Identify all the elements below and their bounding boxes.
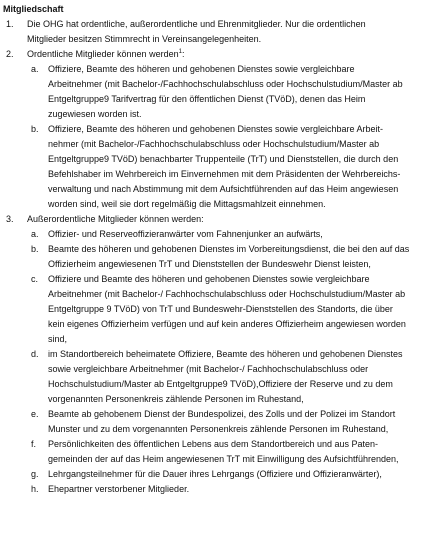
text-line: Die OHG hat ordentliche, außerordentliche und Ehrenmitglieder. Nur die ordentlichen <box>27 19 366 29</box>
sub-item-2b <box>2 122 441 212</box>
item-number: 2. <box>6 49 14 59</box>
text-line: sowie vergleichbare Arbeitnehmer (mit Bachelor-/ Fachhochschulabschluss oder <box>48 364 369 374</box>
text-line: Munster und zu dem vorgenannten Personenkreis zählende Personen im Ruhestand, <box>48 424 389 434</box>
text-line: Mitglieder besitzen Stimmrecht in Vereinsangelegenheiten. <box>27 34 262 44</box>
list-item-2 <box>2 47 441 62</box>
sub-item-letter: c. <box>31 274 39 284</box>
text-line: gemeinden der auf das Heim angewiesenen TrT mit Einwilligung des Aufsichtführenden, <box>48 454 399 464</box>
text-line: nehmer (mit Bachelor-/Fachhochschulabschluss oder Hochschulstudium/Master ab <box>48 139 380 149</box>
text-line: Hochschulstudium/Master ab Entgeltgruppe9 TVöD),Offiziere der Reserve und zu dem <box>48 379 393 389</box>
sub-item-text <box>48 227 441 242</box>
sub-item-3d <box>2 347 441 407</box>
footnote-marker: 1 <box>178 49 182 55</box>
sub-item-letter: h. <box>31 484 39 494</box>
text-line: Offiziere und Beamte des höheren und gehobenen Dienstes sowie vergleichbare <box>48 274 370 284</box>
item-text <box>27 17 441 47</box>
item-intro-colon: : <box>181 49 185 59</box>
sub-item-letter: a. <box>31 229 39 239</box>
item-number: 1. <box>6 19 14 29</box>
text-line: kein eigenes Offizierheim verfügen und auf kein anderes Offizierheim angewiesen worden <box>48 319 406 329</box>
text-line: Befehlshaber im Wehrbereich im Einvernehmen mit dem Präsidenten der Wehrbereichs- <box>48 169 401 179</box>
sub-item-letter: f. <box>31 439 37 449</box>
sub-item-text <box>48 242 441 272</box>
text-line: Persönlichkeiten des öffentlichen Lebens aus dem Standortbereich und aus Paten- <box>48 439 379 449</box>
sub-item-text <box>48 62 441 122</box>
sub-item-letter: b. <box>31 124 39 134</box>
text-line: Beamte ab gehobenem Dienst der Bundespolizei, des Zolls und der Polizei im Standort <box>48 409 396 419</box>
sub-item-text <box>48 407 441 437</box>
sub-item-letter: d. <box>31 349 39 359</box>
list-item-1 <box>2 17 441 47</box>
sub-item-letter: g. <box>31 469 39 479</box>
text-line: Entgeltgruppe9 Tarifvertrag für den öffentlichen Dienst (TVöD), denen das Heim <box>48 94 366 104</box>
text-line: Offizierheim angewiesenen TrT und Dienststellen der Bundeswehr Dienst leisten, <box>48 259 371 269</box>
item-text <box>27 47 441 62</box>
text-line: sind, <box>48 334 68 344</box>
sub-item-2a <box>2 62 441 122</box>
text-line: worden sind, weil sie dort regelmäßig die Mittagsmahlzeit einnehmen. <box>48 199 326 209</box>
sub-item-3c <box>2 272 441 347</box>
sub-item-3f <box>2 437 441 467</box>
sub-item-text <box>48 437 441 467</box>
text-line: vorgenannten Personenkreis zählende Personen im Ruhestand, <box>48 394 304 404</box>
text-line: Beamte des höheren und gehobenen Dienstes im Vorbereitungsdienst, die bei den auf das <box>48 244 410 254</box>
text-line: Lehrgangsteilnehmer für die Dauer ihres Lehrgangs (Offiziere und Offizieranwärter), <box>48 469 382 479</box>
sub-item-3e <box>2 407 441 437</box>
text-line: Offizier- und Reserveoffizieranwärter vom Fahnenjunker an aufwärts, <box>48 229 323 239</box>
sub-item-text <box>48 122 441 212</box>
sub-item-letter: e. <box>31 409 39 419</box>
text-line: Entgeltgruppe9 TVöD) benachbarter Truppenteile (TrT) und Dienststellen, die durch den <box>48 154 399 164</box>
sub-item-letter: a. <box>31 64 39 74</box>
sub-item-text <box>48 347 441 407</box>
text-line: Ehepartner verstorbener Mitglieder. <box>48 484 190 494</box>
item-number: 3. <box>6 214 14 224</box>
sub-item-3a <box>2 227 441 242</box>
sub-item-letter: b. <box>31 244 39 254</box>
item-intro: Ordentliche Mitglieder können werden <box>27 49 179 59</box>
sub-item-text <box>48 272 441 347</box>
text-line: im Standortbereich beheimatete Offiziere, Beamte des höheren und gehobenen Dienstes <box>48 349 403 359</box>
text-line: Offiziere, Beamte des höheren und gehobenen Dienstes sowie vergleichbare <box>48 64 355 74</box>
sub-item-text <box>48 467 441 482</box>
text-line: Entgeltgruppe 9 TVöD) von TrT und Bundeswehr-Dienststellen des Standorts, die über <box>48 304 393 314</box>
text-line: verwaltung und nach Abstimmung mit dem Aufsichtführenden auf das Heim angewiesen <box>48 184 399 194</box>
sub-item-3g <box>2 467 441 482</box>
list-item-3 <box>2 212 441 227</box>
sub-item-text <box>48 482 441 497</box>
sub-item-3h <box>2 482 441 497</box>
text-line: zugewiesen worden ist. <box>48 109 142 119</box>
item-intro: Außerordentliche Mitglieder können werden: <box>27 214 204 224</box>
text-line: Offiziere, Beamte des höheren und gehobenen Dienstes sowie vergleichbare Arbeit- <box>48 124 384 134</box>
section-heading: Mitgliedschaft <box>3 4 64 14</box>
text-line: Arbeitnehmer (mit Bachelor-/ Fachhochschulabschluss oder Hochschulstudium/Master ab <box>48 289 406 299</box>
sub-item-3b <box>2 242 441 272</box>
text-line: Arbeitnehmer (mit Bachelor-/Fachhochschulabschluss oder Hochschulstudium/Master ab <box>48 79 403 89</box>
